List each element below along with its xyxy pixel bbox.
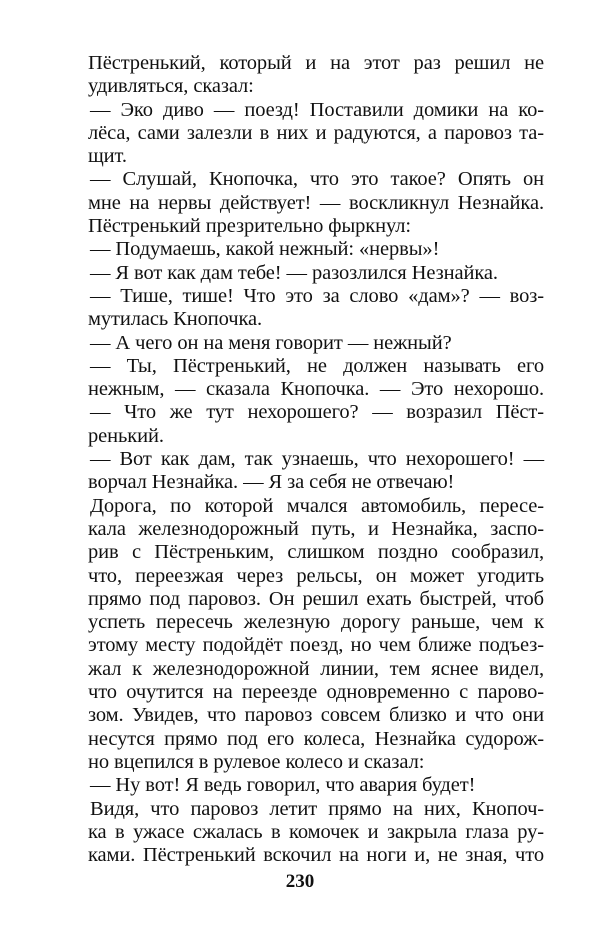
text-line: мне на нервы действует! — воскликнул Незнайка.	[88, 191, 544, 214]
text-line: прямо под паровоз. Он решил ехать быстрей, чтоб	[88, 587, 544, 610]
text-line: — А чего он на меня говорит — нежный?	[90, 331, 452, 354]
text-line: Пёстренький презрительно фыркнул:	[88, 215, 411, 238]
text-line: — Что же тут нехорошего? — возразил Пёст-	[90, 401, 544, 424]
text-line: зом. Увидев, что паровоз совсем близко и что они	[88, 704, 544, 727]
text-line: мутилась Кнопочка.	[88, 308, 263, 331]
text-line: ками. Пёстренький вскочил на ноги и, не зная, что	[88, 844, 544, 867]
text-line: Пёстренький, который и на этот раз решил не	[88, 52, 544, 74]
text-line: лёса, сами залезли в них и радуются, а паровоз та-	[88, 121, 544, 144]
text-line: — Я вот как дам тебе! — разозлился Незнайка.	[90, 261, 498, 284]
page-number: 230	[285, 871, 315, 892]
text-line: Видя, что паровоз летит прямо на них, Кнопоч-	[90, 797, 544, 820]
text-line: рив с Пёстреньким, слишком поздно сообразил,	[88, 541, 544, 564]
text-line: ка в ужасе сжалась в комочек и закрыла глаза ру-	[88, 820, 544, 843]
text-line: щит.	[88, 145, 127, 168]
text-line: жал к железнодорожной линии, тем яснее видел,	[88, 657, 544, 680]
text-line: — Подумаешь, какой нежный: «нервы»!	[90, 238, 440, 261]
text-line: что, переезжая через рельсы, он может угодить	[88, 564, 544, 587]
text-line: ворчал Незнайка. — Я за себя не отвечаю!	[88, 471, 455, 494]
text-line: этому месту подойдёт поезд, но чем ближе подъез-	[88, 634, 544, 657]
text-line: — Ты, Пёстренький, не должен называть его	[90, 354, 544, 377]
text-line: — Вот как дам, так узнаешь, что нехорошего! —	[90, 448, 544, 471]
text-line: ренький.	[88, 424, 164, 447]
text-line: но вцепился в рулевое колесо и сказал:	[88, 750, 425, 773]
text-line: — Слушай, Кнопочка, что это такое? Опять он	[90, 168, 544, 191]
text-line: успеть пересечь железную дорогу раньше, чем к	[88, 611, 544, 634]
text-line: что очутится на переезде одновременно с парово-	[88, 681, 544, 704]
text-line: нежным, — сказала Кнопочка. — Это нехорошо.	[88, 378, 544, 401]
text-line: Дорога, по которой мчался автомобиль, пересе-	[90, 494, 544, 517]
text-line: кала железнодорожный путь, и Незнайка, заспо-	[88, 517, 544, 540]
text-line: — Тише, тише! Что это за слово «дам»? — воз-	[90, 284, 544, 307]
text-line: — Ну вот! Я ведь говорил, что авария будет!	[90, 774, 476, 797]
text-line: несутся прямо под его колеса, Незнайка судорож-	[88, 727, 544, 750]
text-line: — Эко диво — поезд! Поставили домики на ко-	[90, 98, 544, 121]
body-text	[88, 52, 544, 867]
text-line: удивляться, сказал:	[88, 75, 254, 98]
